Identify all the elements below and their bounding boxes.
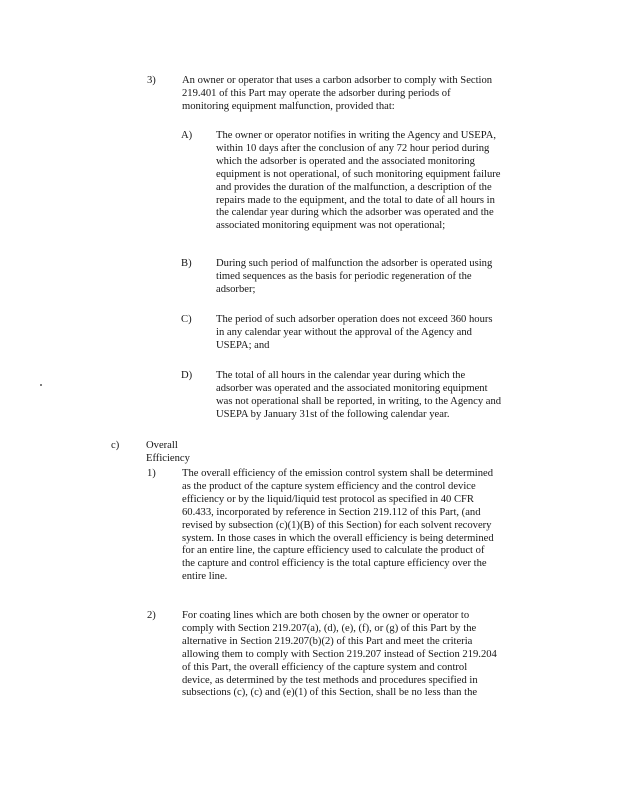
text-line: within 10 days after the conclusion of any 72 hour period during bbox=[216, 142, 490, 154]
text-line: associated monitoring equipment was not operational; bbox=[216, 220, 446, 232]
text-line: allowing them to comply with Section 219.207 instead of Section 219.204 bbox=[182, 648, 497, 660]
text-line: The period of such adsorber operation does not exceed 360 hours bbox=[216, 314, 493, 325]
text-line: the capture and control efficiency is the total capture efficiency over the bbox=[182, 558, 487, 570]
sub-a-text bbox=[216, 130, 538, 233]
text-line: revised by subsection (c)(1)(B) of this Section) for each solvent recovery bbox=[182, 519, 492, 531]
text-line: The total of all hours in the calendar year during which the bbox=[216, 370, 466, 381]
text-line: in any calendar year without the approval of the Agency and bbox=[216, 326, 472, 338]
text-line: The owner or operator notifies in writing the Agency and USEPA, bbox=[216, 130, 496, 141]
text-line: 219.401 of this Part may operate the adsorber during periods of bbox=[182, 87, 451, 99]
text-line: for an entire line, the capture efficiency used to calculate the product of bbox=[182, 545, 485, 557]
sub-d-text bbox=[216, 370, 538, 422]
text-line: adsorber; bbox=[216, 283, 256, 295]
section-c-title: Overall Efficiency bbox=[146, 440, 190, 464]
text-line: entire line. bbox=[182, 571, 228, 583]
text-line: device, as determined by the test methods and procedures specified in bbox=[182, 674, 478, 686]
text-line: alternative in Section 219.207(b)(2) of this Part and meet the criteria bbox=[182, 635, 473, 647]
text-line: timed sequences as the basis for periodic regeneration of the bbox=[216, 270, 472, 282]
c-item-2-number: 2) bbox=[147, 610, 156, 621]
c-item-1-text bbox=[182, 468, 538, 584]
sub-c-text bbox=[216, 314, 538, 353]
sub-c-label: C) bbox=[181, 314, 192, 325]
text-line: monitoring equipment malfunction, provided that: bbox=[182, 100, 395, 112]
text-line: the calendar year during which the adsorber was operated and the bbox=[216, 207, 494, 219]
text-line: During such period of malfunction the adsorber is operated using bbox=[216, 258, 493, 269]
text-line: USEPA; and bbox=[216, 339, 270, 351]
text-line: which the adsorber is operated and the associated monitoring bbox=[216, 155, 475, 167]
text-line: repairs made to the equipment, and the total to date of all hours in bbox=[216, 194, 495, 206]
item-3-text bbox=[182, 75, 538, 114]
text-line: For coating lines which are both chosen by the owner or operator to bbox=[182, 610, 470, 621]
c-item-2-text bbox=[182, 610, 538, 700]
text-line: comply with Section 219.207(a), (d), (e), (f), or (g) of this Part by the bbox=[182, 622, 477, 634]
text-line: An owner or operator that uses a carbon adsorber to comply with Section bbox=[182, 75, 493, 86]
text-line: The overall efficiency of the emission control system shall be determined bbox=[182, 468, 494, 479]
text-line: subsections (c), (c) and (e)(1) of this Section, shall be no less than the bbox=[182, 687, 478, 699]
text-line: efficiency or by the liquid/liquid test protocol as specified in 40 CFR bbox=[182, 493, 474, 505]
section-c-letter: c) bbox=[111, 440, 120, 451]
text-line: USEPA by January 31st of the following calendar year. bbox=[216, 408, 450, 420]
item-3-number: 3) bbox=[147, 75, 156, 86]
text-line: adsorber was operated and the associated monitoring equipment bbox=[216, 382, 488, 394]
text-line: as the product of the capture system efficiency and the control device bbox=[182, 480, 476, 492]
scan-speck bbox=[40, 384, 42, 386]
text-line: system. In those cases in which the overall efficiency is being determined bbox=[182, 532, 494, 544]
text-line: 60.433, incorporated by reference in Section 219.112 of this Part, (and bbox=[182, 506, 481, 518]
c-item-1-number: 1) bbox=[147, 468, 156, 479]
sub-b-text bbox=[216, 258, 538, 297]
text-line: of this Part, the overall efficiency of the capture system and control bbox=[182, 661, 468, 673]
text-line: equipment is not operational, of such monitoring equipment failure bbox=[216, 168, 501, 180]
sub-b-label: B) bbox=[181, 258, 192, 269]
sub-a-label: A) bbox=[181, 130, 193, 141]
text-line: was not operational shall be reported, in writing, to the Agency and bbox=[216, 395, 502, 407]
text-line: and provides the duration of the malfunction, a description of the bbox=[216, 181, 492, 193]
sub-d-label: D) bbox=[181, 370, 193, 381]
